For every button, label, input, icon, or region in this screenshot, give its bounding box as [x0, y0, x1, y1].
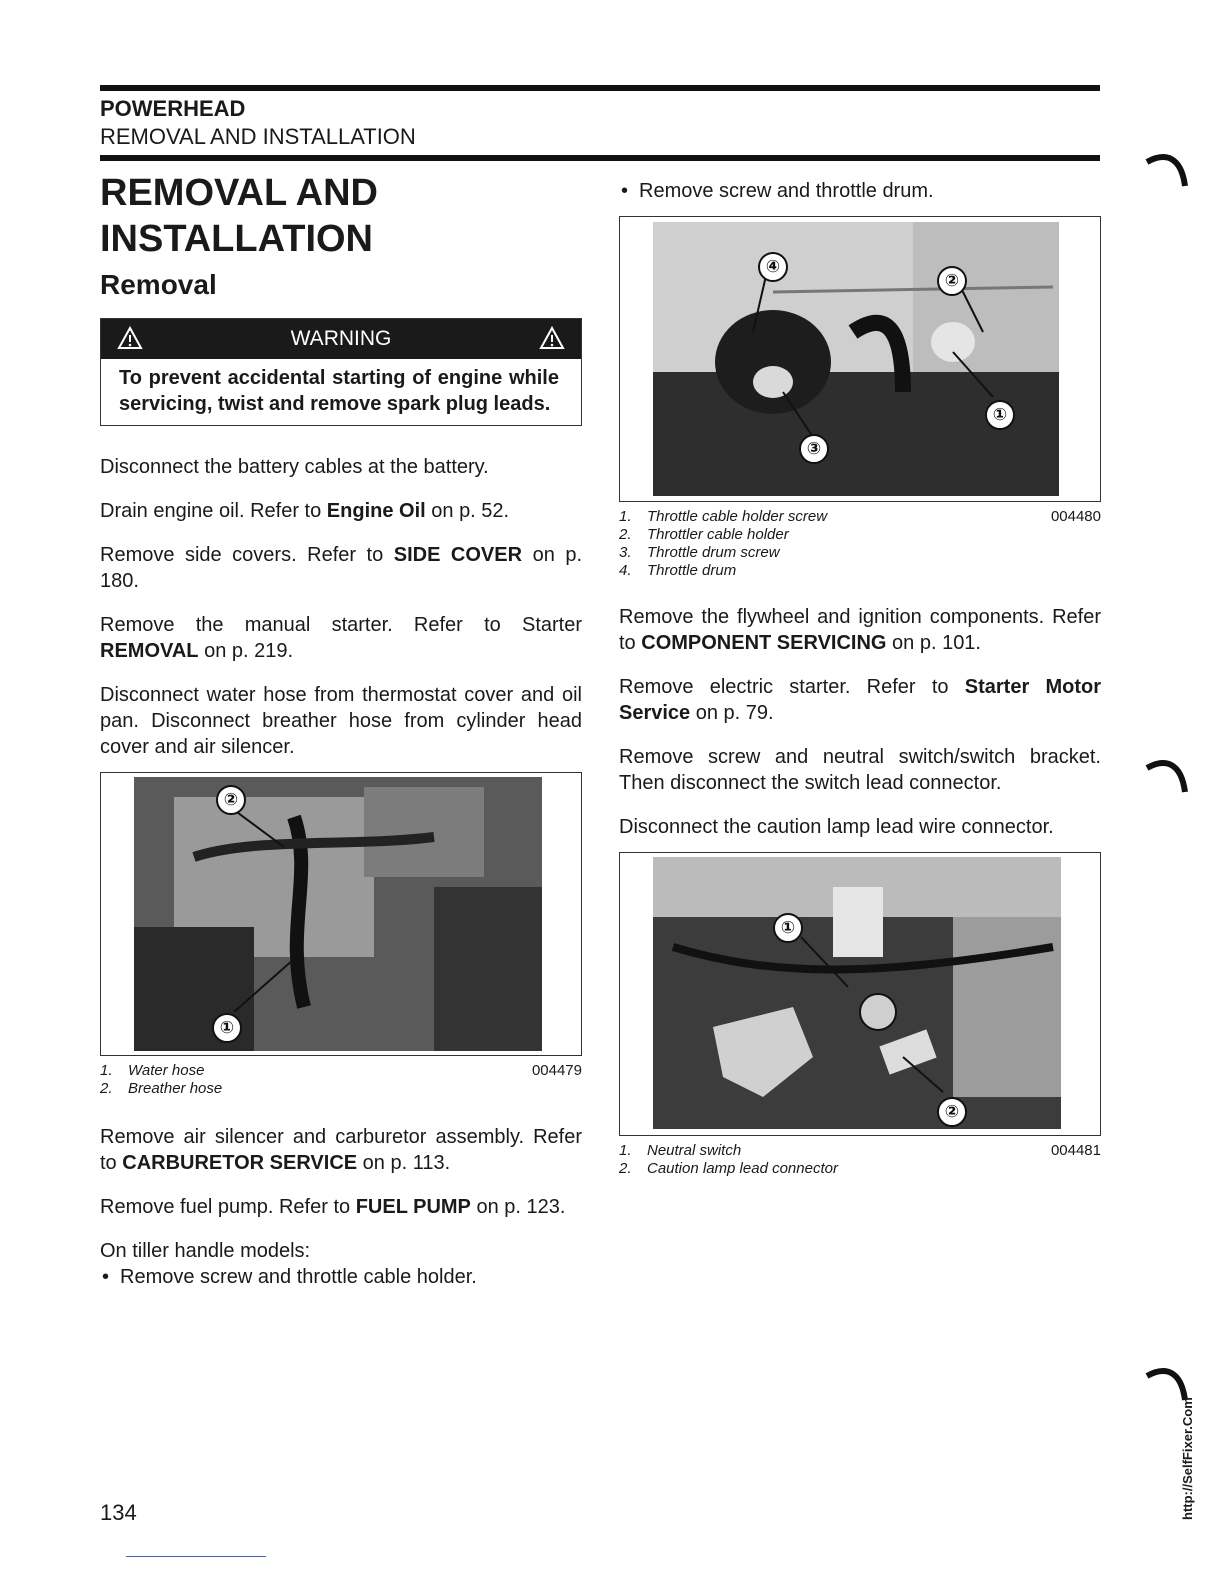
ref-removal: REMOVAL: [100, 640, 199, 662]
page-number: 134: [100, 1500, 137, 1525]
warning-text: To prevent accidental starting of engine while servicing, twist and remove spark plug leads.: [119, 367, 559, 415]
removal-heading: Removal: [100, 269, 217, 300]
warning-bar: [101, 319, 581, 359]
warning-box: [100, 318, 582, 426]
callout-1: ①: [985, 400, 1015, 430]
legend-item: 1. Neutral switch: [619, 1142, 742, 1159]
neutral-switch-photo: [653, 857, 1061, 1129]
step-remove-electric-starter: Remove electric starter. Refer to Starter Motor Service on p. 79.: [619, 676, 1101, 724]
figure-id: 004480: [1050, 508, 1101, 525]
legend-item: 2. Throttler cable holder: [619, 526, 789, 543]
ref-engine-oil: Engine Oil: [326, 500, 426, 522]
ref-carburetor-service: CARBURETOR SERVICE: [122, 1152, 358, 1174]
figure-water-hose: [100, 772, 582, 1056]
step-remove-fuel-pump: Remove fuel pump. Refer to FUEL PUMP on p. 123.: [100, 1196, 566, 1218]
warning-title: WARNING: [290, 327, 392, 350]
step-remove-flywheel: Remove the flywheel and ignition components. Refer to COMPONENT SERVICING on p. 101.: [619, 606, 1101, 654]
figure-id: 004481: [1050, 1142, 1101, 1159]
header-rule-top: [100, 85, 1100, 91]
bullet-remove-cable-holder: • Remove screw and throttle cable holder.: [100, 1264, 582, 1290]
ref-component-servicing: COMPONENT SERVICING: [641, 632, 887, 654]
step-disconnect-hoses: Disconnect water hose from thermostat cover and oil pan. Disconnect breather hose from cylinder head cover and air silencer.: [100, 684, 582, 758]
callout-4: ④: [758, 252, 788, 282]
legend-item: 2. Caution lamp lead connector: [619, 1160, 838, 1177]
legend-item: 1. Throttle cable holder screw: [619, 508, 828, 525]
subsection-title: REMOVAL AND INSTALLATION: [100, 124, 416, 149]
header-rule-bottom: [100, 155, 1100, 161]
left-column: [100, 170, 582, 1290]
step-remove-neutral-switch: Remove screw and neutral switch/switch bracket. Then disconnect the switch lead connector.: [619, 746, 1101, 794]
bullet-remove-throttle-drum: • Remove screw and throttle drum.: [619, 178, 1101, 204]
step-drain-oil: Drain engine oil. Refer to Engine Oil on p. 52.: [100, 500, 510, 522]
figure-legend: [619, 508, 1101, 580]
engine-photo-drawing: [134, 777, 542, 1051]
figure-id: 004479: [531, 1062, 582, 1079]
step-remove-side-covers: Remove side covers. Refer to SIDE COVER on p. 180.: [100, 544, 582, 592]
legend-item: 4. Throttle drum: [619, 562, 737, 579]
page-heading-line2: INSTALLATION: [100, 218, 373, 260]
figure-throttle-drum: [619, 216, 1101, 502]
throttle-photo-drawing: [653, 222, 1059, 496]
callout-3: ③: [799, 434, 829, 464]
step-tiller-models: On tiller handle models:: [100, 1240, 311, 1262]
neutral-switch-photo-drawing: [653, 857, 1061, 1129]
binder-hole-mark: [1145, 756, 1189, 796]
ref-fuel-pump: FUEL PUMP: [355, 1196, 471, 1218]
figure-legend: [100, 1062, 582, 1098]
step-remove-air-silencer: Remove air silencer and carburetor assembly. Refer to CARBURETOR SERVICE on p. 113.: [100, 1126, 582, 1174]
callout-1: ①: [212, 1013, 242, 1043]
step-disconnect-caution-lamp: Disconnect the caution lamp lead wire connector.: [619, 816, 1054, 838]
callout-2: ②: [937, 266, 967, 296]
callout-2: ②: [216, 785, 246, 815]
right-column: [619, 170, 1101, 1178]
section-title: POWERHEAD: [100, 96, 246, 121]
warning-triangle-icon: [117, 326, 143, 350]
page-heading-line1: REMOVAL AND: [100, 172, 378, 214]
figure-legend: [619, 1142, 1101, 1178]
footer-link-underline: [126, 1556, 266, 1557]
step-disconnect-battery: Disconnect the battery cables at the battery.: [100, 456, 489, 478]
ref-side-cover: SIDE COVER: [393, 544, 523, 566]
legend-item: 1. Water hose: [100, 1062, 205, 1079]
side-url[interactable]: http://SelfFixer.Com: [1180, 1397, 1195, 1520]
legend-item: 2. Breather hose: [100, 1080, 223, 1097]
step-remove-manual-starter: Remove the manual starter. Refer to Starter REMOVAL on p. 219.: [100, 614, 582, 662]
figure-neutral-switch: [619, 852, 1101, 1136]
callout-2: ②: [937, 1097, 967, 1127]
engine-photo: [134, 777, 542, 1051]
page-heading: [100, 170, 582, 262]
legend-item: 3. Throttle drum screw: [619, 544, 780, 561]
binder-hole-mark: [1145, 150, 1189, 190]
callout-1: ①: [773, 913, 803, 943]
ref-starter-motor-service: Starter Motor Service: [619, 676, 1101, 724]
warning-triangle-icon: [539, 326, 565, 350]
throttle-photo: [653, 222, 1059, 496]
